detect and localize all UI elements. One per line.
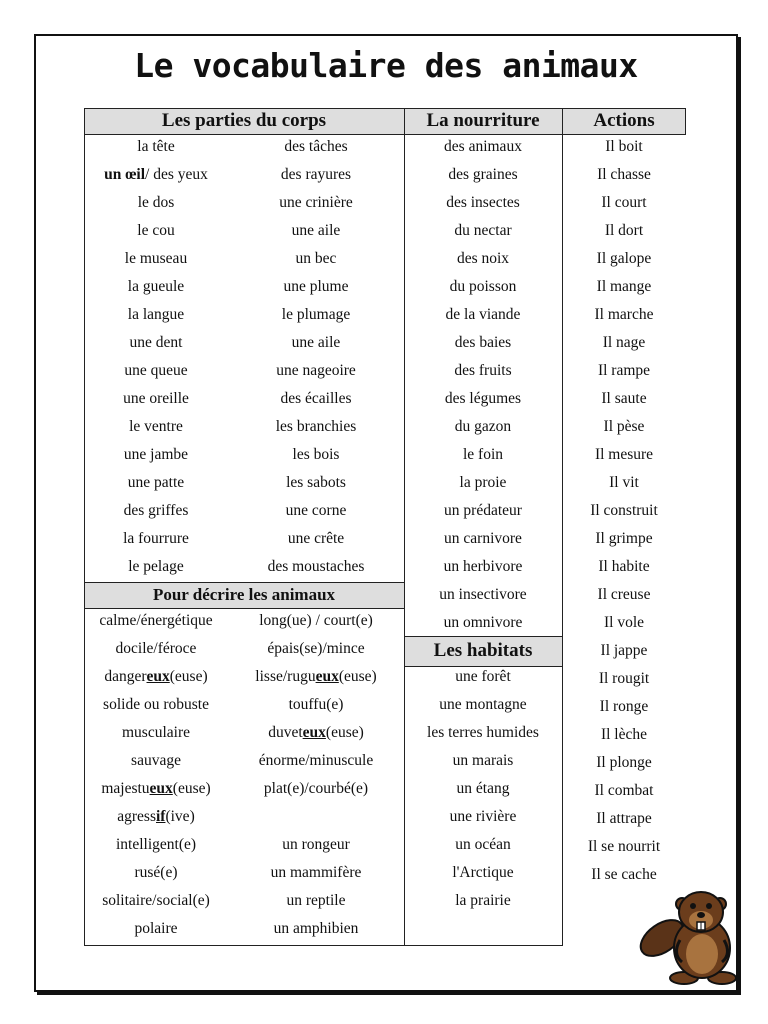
vocabulary-table (84, 108, 686, 946)
action-item: Il pèse (603, 418, 645, 435)
action-item: Il creuse (597, 586, 651, 603)
body-part-item: une plume (283, 278, 349, 295)
food-item: du gazon (454, 418, 512, 435)
action-item: Il rougit (598, 670, 650, 687)
action-item: Il chasse (597, 166, 651, 183)
word-ending-emphasis: eux (146, 668, 170, 685)
describe-item (84, 691, 228, 719)
table-border-top (84, 108, 686, 109)
word-stem: long(ue) / court(e) (259, 612, 373, 629)
word-stem: musculaire (121, 724, 190, 741)
habitat-item: une forêt (455, 668, 511, 685)
body-part-item: une jambe (123, 446, 189, 463)
food-item: des noix (456, 250, 510, 267)
word-stem: touffu(e) (288, 696, 344, 713)
word-ending-emphasis: eux (302, 724, 326, 741)
action-item: Il ronge (599, 698, 649, 715)
body-part-item: une crinière (279, 194, 353, 211)
body-part-item: des moustaches (267, 558, 365, 575)
body-part-item: un bec (295, 250, 337, 267)
describe-item (234, 663, 398, 691)
describe-item (234, 635, 398, 663)
habitat-item: un marais (452, 752, 514, 769)
action-item: Il combat (594, 782, 654, 799)
describe-item (84, 607, 228, 635)
habitat-item: un océan (455, 836, 511, 853)
body-part-item: des tâches (284, 138, 348, 155)
action-item: Il court (601, 194, 647, 211)
action-item: Il rampe (597, 362, 651, 379)
body-part-item: une queue (124, 362, 188, 379)
word-feminine-form: (euse) (172, 780, 211, 797)
food-item: des légumes (444, 390, 522, 407)
food-item: de la viande (445, 306, 521, 323)
describe-item (234, 831, 398, 859)
word-stem: un rongeur (282, 836, 350, 853)
describe-item (84, 859, 228, 887)
body-part-item: le ventre (129, 418, 183, 435)
word-feminine-form: (euse) (169, 668, 208, 685)
body-part-item: des rayures (280, 166, 352, 183)
body-part-item: des écailles (280, 390, 352, 407)
body-part-item: les sabots (286, 474, 346, 491)
action-item: Il dort (604, 222, 644, 239)
describe-item (234, 719, 398, 747)
describe-item (234, 887, 398, 915)
word-stem: intelligent(e) (115, 836, 197, 853)
word-stem: duvet (268, 724, 303, 741)
word-stem: agress (117, 808, 156, 825)
action-item: Il marche (594, 306, 654, 323)
body-part-item: le plumage (281, 306, 351, 323)
word-stem: polaire (134, 920, 178, 937)
word-stem: sauvage (131, 752, 181, 769)
header-actions: Actions (562, 108, 686, 134)
header-body-parts: Les parties du corps (84, 108, 404, 134)
food-item: du poisson (449, 278, 517, 295)
food-item: des graines (448, 166, 518, 183)
food-item: un prédateur (444, 502, 522, 519)
word-stem: plat(e)/courbé(e) (263, 780, 369, 797)
body-part-item: une nageoire (276, 362, 356, 379)
table-border-right (685, 108, 686, 134)
word-stem: solitaire/social(e) (102, 892, 210, 909)
body-part-item (84, 161, 228, 189)
body-part-item: une aile (291, 334, 341, 351)
food-item: des fruits (454, 362, 512, 379)
describe-item (84, 915, 228, 943)
word-feminine-form: (ive) (165, 808, 195, 825)
action-item: Il boit (605, 138, 643, 155)
habitat-item: l'Arctique (452, 864, 514, 881)
habitat-item: un étang (456, 780, 510, 797)
describe-item (234, 803, 398, 831)
habitat-item: les terres humides (427, 724, 539, 741)
word-ending-emphasis: if (156, 808, 166, 825)
body-part-item: une patte (127, 474, 185, 491)
food-item: un insectivore (439, 586, 527, 603)
action-item: Il se cache (591, 866, 657, 883)
word-stem: docile/féroce (115, 640, 197, 657)
word-stem: danger (104, 668, 147, 685)
food-item: des insectes (446, 194, 520, 211)
word-stem: calme/énergétique (99, 612, 213, 629)
header-food: La nourriture (404, 108, 562, 134)
word-stem: un mammifère (270, 864, 362, 881)
action-item: Il mange (596, 278, 652, 295)
action-item: Il vole (603, 614, 645, 631)
describe-item (234, 915, 398, 943)
describe-top-border (84, 582, 404, 583)
describe-item (84, 887, 228, 915)
body-part-item: le museau (124, 250, 188, 267)
food-item: un herbivore (443, 558, 523, 575)
action-item: Il attrape (596, 810, 652, 827)
word-stem: un amphibien (273, 920, 359, 937)
habitat-item: la prairie (455, 892, 511, 909)
word-feminine-form: (euse) (338, 668, 377, 685)
body-part-item: une corne (285, 502, 347, 519)
describe-item (234, 607, 398, 635)
describe-item (234, 859, 398, 887)
food-item: du nectar (454, 222, 512, 239)
body-part-item: les branchies (275, 418, 357, 435)
describe-item (234, 747, 398, 775)
food-item: la proie (459, 474, 507, 491)
action-item: Il se nourrit (587, 838, 661, 855)
body-part-item: des griffes (123, 502, 189, 519)
food-item: un carnivore (444, 530, 522, 547)
body-part-item: une aile (291, 222, 341, 239)
word-stem: un reptile (286, 892, 346, 909)
action-item: Il lèche (600, 726, 648, 743)
word-stem: solide ou robuste (103, 696, 209, 713)
body-part-item: la fourrure (123, 530, 189, 547)
word-ending-emphasis: eux (315, 668, 339, 685)
describe-item (234, 775, 398, 803)
action-item: Il habite (598, 558, 650, 575)
word-stem: majestu (101, 780, 150, 797)
body-part-emphasis: un œil (104, 166, 146, 183)
action-item: Il vit (609, 474, 639, 491)
body-part-item: la gueule (127, 278, 185, 295)
action-item: Il construit (590, 502, 658, 519)
describe-item (84, 831, 228, 859)
beaver-illustration (636, 878, 740, 986)
header-describe: Pour décrire les animaux (84, 582, 404, 608)
describe-item (84, 719, 228, 747)
action-item: Il plonge (596, 754, 652, 771)
action-item: Il jappe (600, 642, 648, 659)
describe-item (84, 803, 228, 831)
body-part-item: le pelage (128, 558, 184, 575)
describe-item (84, 775, 228, 803)
body-part-item: une dent (129, 334, 183, 351)
body-part-item: une crête (287, 530, 345, 547)
word-feminine-form: (euse) (325, 724, 364, 741)
word-stem: énorme/minuscule (258, 752, 374, 769)
food-item: le foin (462, 446, 504, 463)
body-part-item: une oreille (123, 390, 189, 407)
action-item: Il saute (601, 390, 647, 407)
word-stem: épais(se)/mince (267, 640, 365, 657)
table-border-bottom (84, 945, 563, 946)
action-item: Il galope (596, 250, 652, 267)
body-part-item: la langue (127, 306, 185, 323)
food-item: des baies (454, 334, 512, 351)
habitat-item: une rivière (449, 808, 517, 825)
body-part-item: la tête (137, 138, 175, 155)
word-stem: rusé(e) (134, 864, 178, 881)
food-item: un omnivore (443, 614, 523, 631)
word-ending-emphasis: eux (149, 780, 173, 797)
action-item: Il grimpe (595, 530, 653, 547)
food-item: des animaux (444, 138, 522, 155)
body-part-item: le dos (137, 194, 175, 211)
header-habitats: Les habitats (404, 636, 562, 666)
action-item: Il mesure (594, 446, 654, 463)
habitat-item: une montagne (439, 696, 527, 713)
action-item: Il nage (602, 334, 646, 351)
describe-item (84, 747, 228, 775)
describe-item (84, 663, 228, 691)
page-title: Le vocabulaire des animaux (134, 46, 638, 85)
describe-item (234, 691, 398, 719)
word-stem: lisse/rugu (255, 668, 316, 685)
body-part-plural: / des yeux (145, 166, 208, 183)
body-part-item: les bois (292, 446, 340, 463)
body-part-item: le cou (137, 222, 175, 239)
describe-item (84, 635, 228, 663)
